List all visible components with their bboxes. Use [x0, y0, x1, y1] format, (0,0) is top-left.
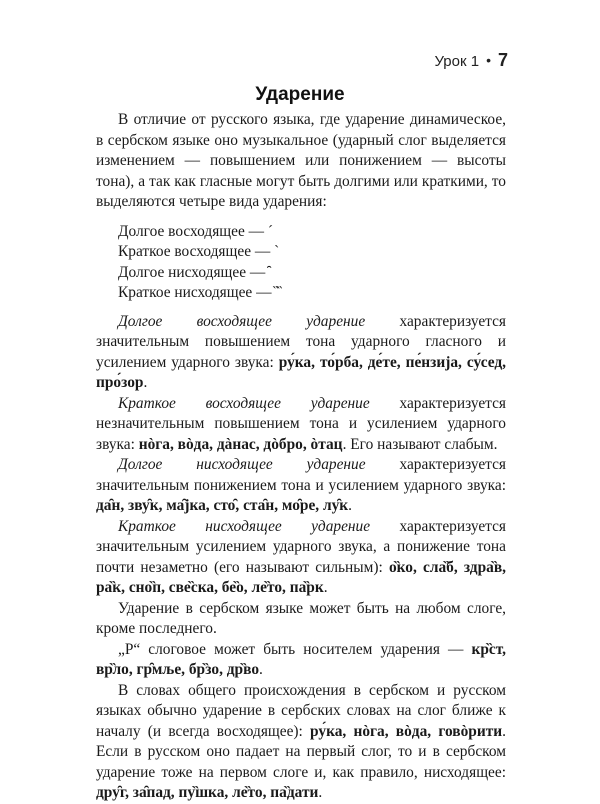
paragraph-long-rising — [96, 312, 506, 394]
term-short-falling: Краткое нисходящее ударение — [118, 517, 371, 535]
stress-type-item: Долгое нисходящее — ̑ — [118, 263, 270, 281]
page-number: 7 — [497, 50, 508, 70]
paragraph-any-syllable: Ударение в сербском языке может быть на любом слоге, кроме последнего. — [96, 599, 506, 637]
examples: о̏ко, сла̏б, здра̏в, ра̏к, сно̏п, све̏ска, бе̏о, ле̏то, па̏рк — [96, 558, 506, 596]
description: В словах общего происхождения в сербском и русском языках обычно ударение в сербских словах на слог ближе к началу (и всегда восходящее): — [96, 681, 506, 740]
paragraph-end: . — [143, 374, 148, 391]
paragraph-end: . — [318, 784, 323, 801]
description: характеризуется значительным понижением тона и усилением ударного звука: — [96, 456, 506, 494]
bullet-separator: • — [486, 52, 491, 68]
paragraph-common-origin — [96, 681, 506, 804]
description: „Р“ слоговое может быть носителем ударения — — [118, 640, 472, 658]
description-continued: . Если в русском оно падает на первый слог, то и в сербском ударение тоже на первом слоге и, как правило, нисходящее: — [96, 722, 506, 781]
examples: ру́ка, то́рба, де́те, пе́нзија, су́сед, про́зор — [96, 353, 506, 391]
paragraph-end: . — [259, 661, 263, 678]
paragraph-long-falling — [96, 455, 506, 517]
description: характеризуется значительным повышением тона ударного гласного и усилением ударного звука: — [96, 312, 506, 371]
paragraph-short-falling — [96, 517, 506, 599]
term-short-rising: Краткое восходящее ударение — [118, 394, 370, 412]
paragraph-end: . Его называют слабым. — [342, 435, 498, 453]
examples: дру̑г, за̑пад, пу̏шка, ле̏то, па̏дати — [96, 784, 319, 801]
paragraph-short-rising — [96, 394, 506, 456]
paragraph-syllabic-r — [96, 640, 506, 681]
examples: да̑н, зву̑к, ма̑јка, сто̑, ста̑н, мо̑ре, лу̑к — [96, 497, 349, 514]
lesson-label: Урок 1 — [434, 53, 480, 70]
body-text — [96, 110, 506, 804]
examples: нòга, вòда, дàнас, дòбро, òтац — [138, 435, 343, 453]
stress-type-item: Долгое восходящее — ´ — [118, 222, 274, 240]
paragraph-end: . — [323, 579, 328, 596]
intro-paragraph: В отличие от русского языка, где ударение динамическое, в сербском языке оно музыкальное (ударный слог выделяется изменением — повышением или понижением — высоты тона), а так как гласные могут быть долгими или краткими, то выделяются четыре вида ударения: — [96, 111, 506, 210]
term-long-falling: Долгое нисходящее ударение — [118, 456, 366, 473]
paragraph-end: . — [348, 497, 353, 514]
stress-types-list — [96, 222, 506, 304]
term-long-rising: Долгое восходящее ударение — [118, 312, 366, 330]
description: характеризуется незначительным повышением тона и усилением ударного звука: — [96, 394, 506, 453]
examples: кр̏ст, вр̏ло, гр̑мље, бр̏зо, др̏во — [96, 640, 506, 678]
description: характеризуется значительным усилением ударного звука, а понижение тона почти незаметно (его называют сильным): — [96, 517, 506, 576]
examples: ру́ка, нòга, вòда, говòрити — [310, 722, 503, 740]
stress-type-item: Краткое нисходящее — ̏ ̏ — [118, 284, 280, 301]
running-header — [434, 50, 508, 71]
stress-type-item: Краткое восходящее — ` — [118, 243, 280, 260]
section-title: Ударение — [255, 84, 345, 105]
